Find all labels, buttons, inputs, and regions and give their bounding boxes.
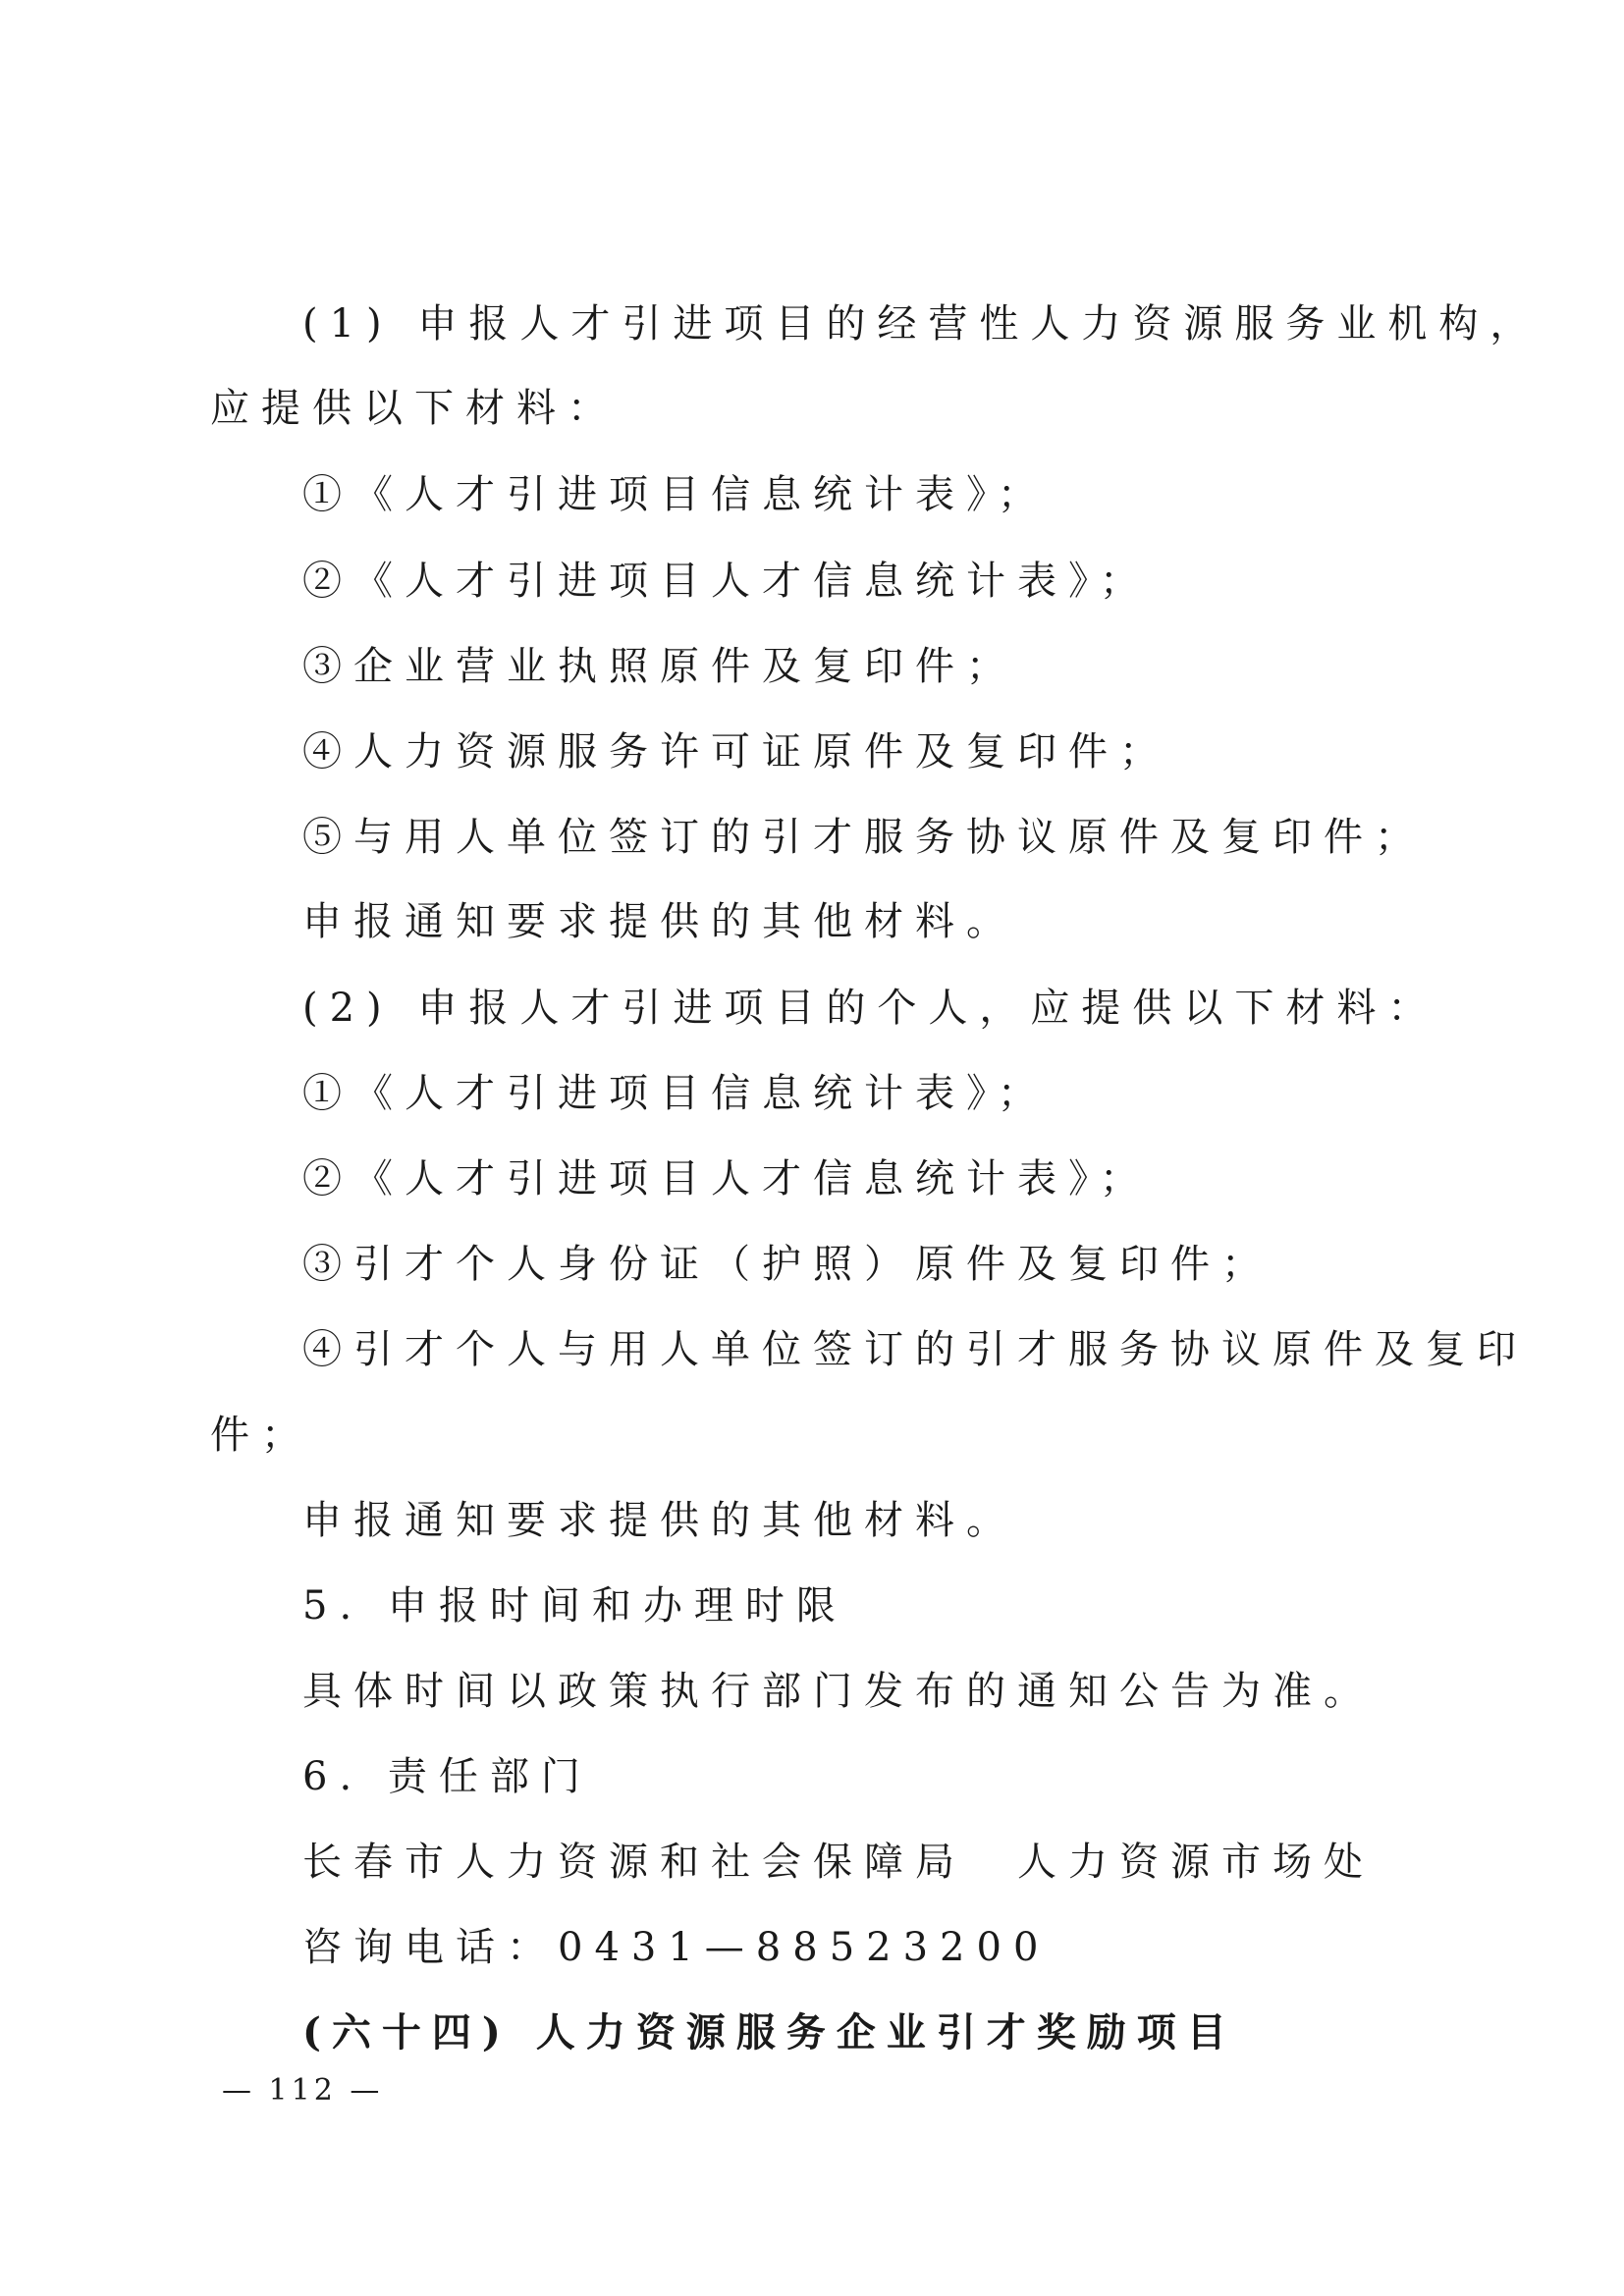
list-item-4: ④人力资源服务许可证原件及复印件； <box>302 729 1170 774</box>
list-item-10-continued: 件； <box>210 1413 312 1458</box>
list-item-11: 申报通知要求提供的其他材料。 <box>302 1498 1017 1543</box>
list-item-9: ③引才个人身份证（护照）原件及复印件； <box>302 1242 1272 1287</box>
list-item-7: ①《人才引进项目信息统计表》； <box>302 1071 1049 1116</box>
list-item-6: 申报通知要求提供的其他材料。 <box>302 899 1017 944</box>
paragraph-line-4: 具体时间以政策执行部门发布的通知公告为准。 <box>302 1669 1375 1714</box>
list-item-3: ③企业营业执照原件及复印件； <box>302 644 1017 689</box>
section-heading-5: 5. 申报时间和办理时限 <box>302 1583 847 1629</box>
list-item-1: ①《人才引进项目信息统计表》； <box>302 472 1049 517</box>
page-number: — 112 — <box>222 2073 384 2108</box>
phone-line: 咨询电话：0431—88523200 <box>302 1925 1051 1970</box>
section-heading-6: 6. 责任部门 <box>302 1754 592 1799</box>
list-item-5: ⑤与用人单位签订的引才服务协议原件及复印件； <box>302 815 1426 860</box>
list-item-8: ②《人才引进项目人才信息统计表》； <box>302 1156 1151 1201</box>
paragraph-line-3: (2) 申报人才引进项目的个人，应提供以下材料： <box>302 986 1439 1031</box>
list-item-10: ④引才个人与用人单位签订的引才服务协议原件及复印 <box>302 1327 1528 1372</box>
list-item-2: ②《人才引进项目人才信息统计表》； <box>302 559 1151 604</box>
department-line: 长春市人力资源和社会保障局 人力资源市场处 <box>302 1840 1375 1885</box>
paragraph-line-1: (1) 申报人才引进项目的经营性人力资源服务业机构， <box>302 301 1542 347</box>
paragraph-line-2: 应提供以下材料： <box>210 386 619 431</box>
project-heading: (六十四) 人力资源服务企业引才奖励项目 <box>302 2009 1237 2056</box>
